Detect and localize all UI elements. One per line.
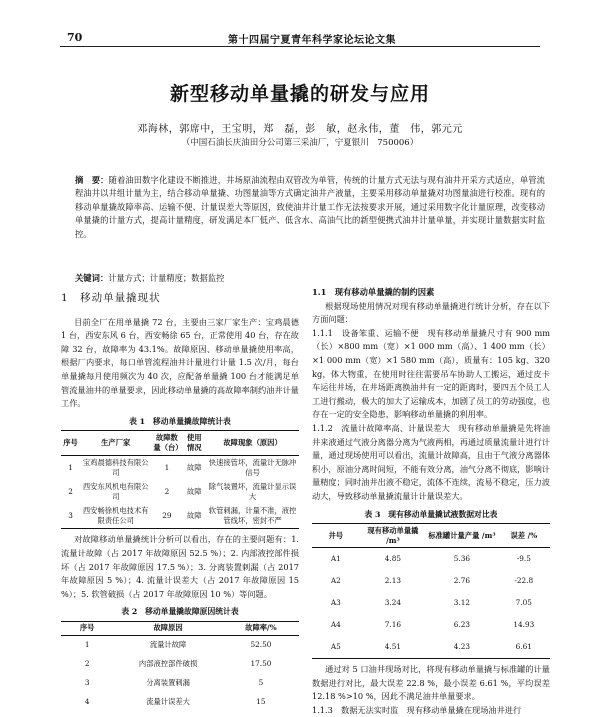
table-header-cell: 序号 xyxy=(79,623,95,633)
table-cell: 宝鸡晨德科技有限公司 xyxy=(82,458,149,478)
table-cell: 软管刺漏，计量不准，液控管线坏，密封不严 xyxy=(208,506,297,526)
keywords-text: 计量方式；计量精度；数据监控 xyxy=(108,273,225,283)
abstract-text: 随着油田数字化建设不断推进，井场原油流程由双管改为单管，传统的计量方式无法与现有油井开采方式适应，单管流程油井以井组计量为主，结合移动单量撬、功图量油等方式确定油井产液量，主要采用移动单量撬对功图量油进行校准。现有的移动单量撬故障率高、运输不便、计量误差大等原因，致使油井计量工作无法按要求开展，通过采用数字化计量原理，改变移动单量撬的计量方式，提高计量精度，研发满足本厂低产、低含水、高油气比的新型便携式油井计量单量，并实现计量数据实时监控。 xyxy=(75,175,545,239)
table-cell: 52.50 xyxy=(250,640,272,650)
paper-title: 新型移动单量撬的研发与应用 xyxy=(169,83,430,105)
table-cell: 西安畅徐机电技术有限责任公司 xyxy=(82,506,149,526)
paragraph: 1.1.3 数据无法实时监 现有移动单量撬在现场油井进行 xyxy=(312,704,522,715)
table-header-cell: 误差 /% xyxy=(510,530,538,540)
table-cell: 3 xyxy=(68,511,73,521)
table-cell: A4 xyxy=(330,620,341,630)
table-header-cell: 井号 xyxy=(328,530,344,540)
table-cell: 3 xyxy=(84,678,90,688)
test-comparison-table xyxy=(312,523,550,659)
right-column xyxy=(312,286,550,717)
affiliation: （中国石油长庆油田分公司第三采油厂，宁夏银川 750006） xyxy=(181,138,419,148)
subsection-heading: 1.1 现有移动单量撬的制约因素 xyxy=(312,287,435,297)
table-cell: 4.85 xyxy=(384,554,402,564)
table-cell: 快速接管坏，流量计无脉冲信号 xyxy=(208,458,297,478)
table-caption: 表 3 现有移动单量撬试液数据对比表 xyxy=(364,509,498,519)
left-column xyxy=(61,286,299,712)
table-row xyxy=(61,456,299,481)
table-caption: 表 1 移动单量撬故障统计表 xyxy=(129,416,231,426)
table-cell: 分离装置刺漏 xyxy=(146,678,190,688)
running-header xyxy=(0,0,600,50)
table-cell: 15 xyxy=(256,697,266,707)
table-cell: 3.12 xyxy=(453,598,471,608)
table-cell: A5 xyxy=(330,642,341,652)
table-row xyxy=(312,548,550,571)
table-cell: -9.5 xyxy=(516,554,531,564)
table-cell: 除气装置坏，流量计显示误大 xyxy=(208,482,297,502)
table-row xyxy=(61,480,299,504)
paragraph: 根据现场使用情况对现有移动单量撬进行统计分析，存在以下方面问题： xyxy=(312,300,550,325)
table-cell: 4.51 xyxy=(384,642,402,652)
table-cell: 3.24 xyxy=(384,598,402,608)
table-cell: 17.50 xyxy=(250,659,272,669)
table-header-cell: 故障现象（原因） xyxy=(223,438,282,448)
table-cell: 6.23 xyxy=(453,620,471,630)
table-row xyxy=(312,614,550,636)
table-row xyxy=(312,570,550,592)
paragraph: 目前全厂在用单量撬 72 台，主要由三家厂家生产：宝鸡晨德 1 台，西安东风 6 台，西安畅徐 65 台，正常使用 40 台，存在故障 32 台，故障率为 43.1%。故障原因、移动单量撬使用率高，根据厂内要求，每口单管流程油井计量进行计量 1.5 次/月，每台单量撬每月使用频次为 40 次，应配备单量撬 100 台才能满足单管流量油井的单量要求，因此移动单量撬的高故障率制约油井计量工作。 xyxy=(61,316,299,409)
table-cell: 4 xyxy=(84,697,90,707)
paragraph: 1.1.1 设备笨重、运输不便 现有移动单量撬尺寸有 900 mm（长）×800 mm（宽）×1 000 mm（高）、1 400 mm（长）×1 000 mm（宽）×1 580 mm（高），质量有：105 kg、320 kg，体大物重，在使用时往往需要吊车协助人工搬运，通过皮卡车运往井场，在井场距离换油井有一定的距离时，要四五个员工人工进行搬动，极大的加大了运输成本，加剧了员工的劳动强度，也存在一定的安全隐患，影响移动单量撬的利用率。 xyxy=(312,327,550,420)
running-title: 第十四届宁夏青年科学家论坛论文集 xyxy=(228,35,396,46)
table-header-cell: 故障数量（台） xyxy=(153,433,183,453)
table-cell: 故障 xyxy=(186,487,202,497)
paragraph: 对故障移动单量撬统计分析可以看出，存在的主要问题有：1. 流量计故障（占 2017 年故障原因 52.5 %）；2. 内部液控部件损坏（占 2017 年故障原因 17.5 %）；3. 分离装置刺漏（占 2017 年故障原因 5 %）；4. 流量计误差大（占 2017 年故障原因 15 %）；5. 软管破损（占 2017 年故障原因 10 %）等问题。 xyxy=(61,534,299,599)
table-cell: 7.05 xyxy=(515,598,532,608)
table-row xyxy=(61,674,299,693)
table-header-cell: 序号 xyxy=(63,438,78,448)
header-rule xyxy=(60,46,540,47)
paragraph: 1.1.2 流量计故障率高、计量误差大 现有移动单量撬是先将油井来液通过气液分离器分离为气液两相，再通过质量流量计进行计量，通过现场使用可以看出，流量计故障高，且由于气液分离器体积小，原油分离时间短，不能有效分离，油气分离不彻底，影响计量精度；同时油井出液不稳定，流体不连续，流易不稳定，压力波动大，导致移动单量撬流量计计量误差大。 xyxy=(312,422,550,501)
table-cell: 5.36 xyxy=(453,554,471,564)
section-heading: 1 移动单量撬现状 xyxy=(61,292,161,304)
table-cell: 7.16 xyxy=(384,620,402,630)
table-row xyxy=(61,504,299,529)
table-row xyxy=(61,693,299,712)
authors: 邓海林，郭席中，王宝明，郑 磊，彭 敏，赵永伟，董 伟，郭元元 xyxy=(137,124,463,135)
fault-cause-table xyxy=(61,621,299,712)
keywords-label: 关键词： xyxy=(75,273,109,283)
abstract-label: 摘 要： xyxy=(75,175,109,185)
table-cell: 内部液控部件破损 xyxy=(138,659,198,669)
page-number: 70 xyxy=(67,31,83,44)
table-cell: 2.13 xyxy=(384,576,402,586)
table-row xyxy=(61,655,299,674)
table-cell: 2.76 xyxy=(453,576,471,586)
abstract xyxy=(75,174,545,241)
table-header-cell: 现有移动单量撬 /m³ xyxy=(367,525,419,545)
table-cell: 5 xyxy=(258,678,264,688)
table-cell: 6.61 xyxy=(515,642,532,652)
table-header-cell: 故障率/% xyxy=(245,623,277,633)
table-row xyxy=(312,636,550,659)
table-cell: 故障 xyxy=(186,463,202,473)
table-cell: 4.23 xyxy=(453,642,471,652)
table-caption: 表 2 移动单量撬故障原因统计表 xyxy=(121,607,239,617)
table-cell: -22.8 xyxy=(514,576,534,586)
table-row xyxy=(312,592,550,614)
table-cell: A3 xyxy=(330,598,341,608)
table-header-cell: 标准罐计量产量 /m³ xyxy=(428,530,496,540)
table-cell: 2 xyxy=(164,487,170,497)
keywords xyxy=(75,272,545,284)
table-header-cell: 生产厂家 xyxy=(101,438,131,448)
table-cell: 故障 xyxy=(186,511,202,521)
table-cell: A2 xyxy=(330,576,341,586)
table-cell: 2 xyxy=(68,487,73,497)
table-cell: 1 xyxy=(164,463,170,473)
table-cell: 2 xyxy=(84,659,90,669)
table-header-cell: 故障原因 xyxy=(153,623,183,633)
table-cell: 14.93 xyxy=(513,620,535,630)
table-cell: 29 xyxy=(162,511,172,521)
table-cell: 1 xyxy=(68,463,73,473)
fault-statistics-table xyxy=(61,430,299,529)
table-cell: A1 xyxy=(330,554,341,564)
paragraph: 通过对 5 口油井现场对比，将现有移动单量撬与标准罐的计量数据进行对比，最大误差 22.8 %，最小误差 6.61 %，平均误差 12.18 %>10 %，因此不满足油井单量要求。 xyxy=(312,664,550,702)
table-header-cell: 使用情况 xyxy=(186,433,202,453)
table-cell: 1 xyxy=(84,640,90,650)
table-cell: 流量计误差大 xyxy=(146,697,190,707)
table-cell: 流量计故障 xyxy=(149,640,187,650)
table-row xyxy=(61,635,299,655)
table-cell: 西安东风机电有限公司 xyxy=(82,482,149,502)
